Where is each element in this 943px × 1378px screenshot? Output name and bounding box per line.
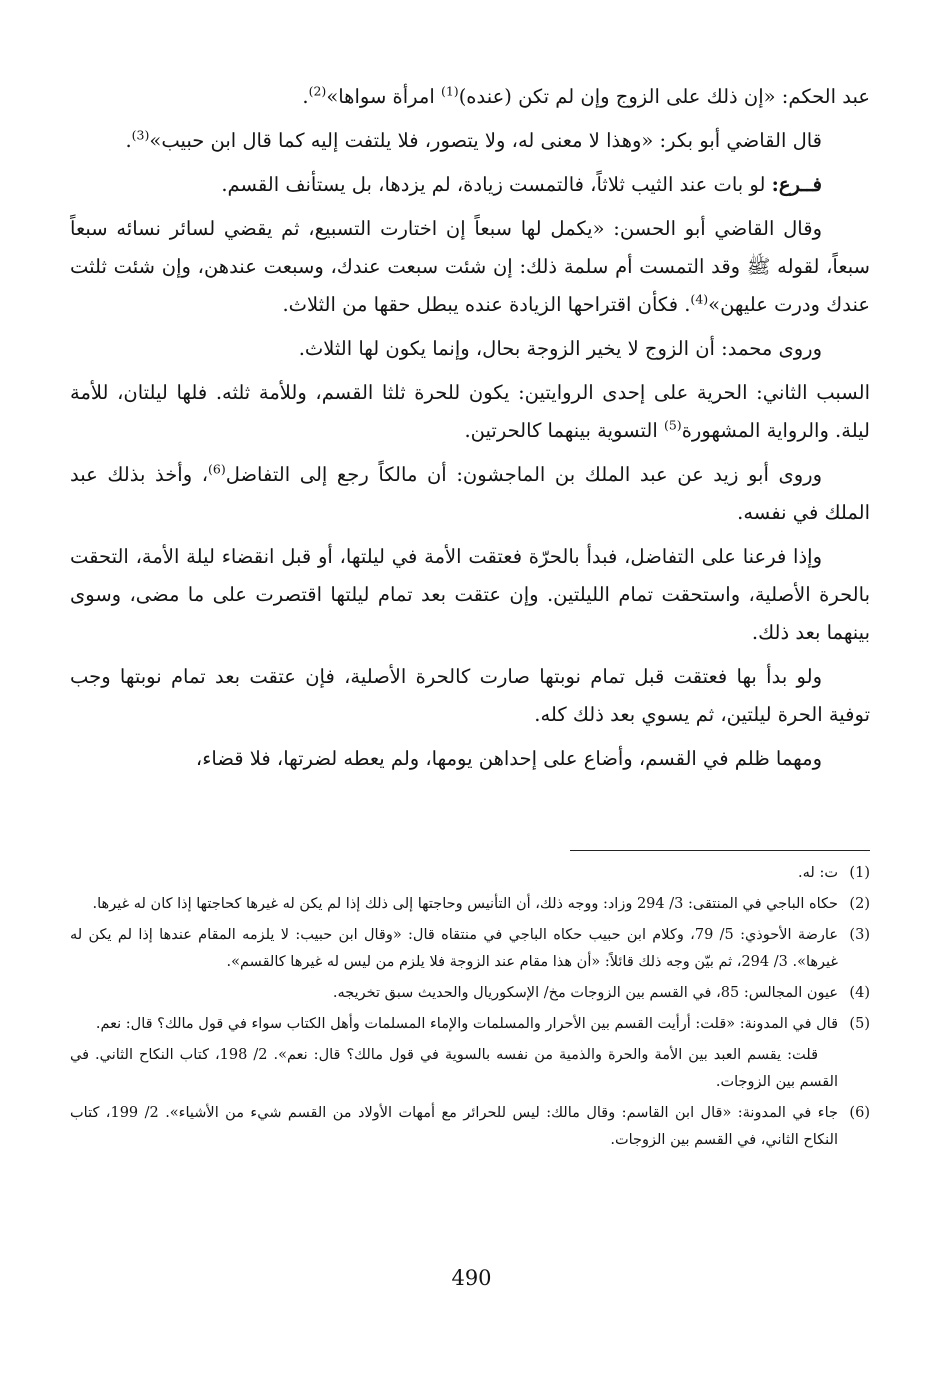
footnote-text: عارضة الأحوذي: 5/ 79، وكلام ابن حبيب حكاه الباجي في منتقاه قال: «وقال ابن حبيب: لا يلزمه المقام عندها إذا لم يكن له غيرها». 3/ 294، ثم بيّن وجه ذلك قائلاً: «أن هذا مقام عند الزوجة فلا يلزم من ليس له غيرها كالقسم». xyxy=(70,927,839,970)
paragraph-2-text: قال القاضي أبو بكر: «وهذا لا معنى له، ولا يتصور، فلا يلتفت إليه كما قال ابن حبيب» xyxy=(149,129,822,152)
footnote-number: (2) xyxy=(849,896,870,912)
paragraph-10 xyxy=(70,740,870,778)
branch-label: فــرع: xyxy=(771,173,822,196)
paragraph-7-text: وروى أبو زيد عن عبد الملك بن الماجشون: أن مالكاً رجع إلى التفاضل xyxy=(225,463,822,486)
paragraph-10-text: ومهما ظلم في القسم، وأضاع على إحداهن يومها، ولم يعطه لضرتها، فلا قضاء، xyxy=(195,747,822,770)
footnote-5 xyxy=(70,1011,870,1038)
footnote-text: حكاه الباجي في المنتقى: 3/ 294 وزاد: ووجه ذلك، أن التأنيس وحاجتها إلى ذلك إذا لم يكن له غيرها كحاجتها إذا كان له غيرها. xyxy=(92,896,838,912)
footnote-text: ت: له. xyxy=(798,865,838,881)
paragraph-8 xyxy=(70,538,870,652)
paragraph-2 xyxy=(70,122,870,160)
paragraph-6-text: السبب الثاني: الحرية على إحدى الروايتين: يكون للحرة ثلثا القسم، وللأمة ثلثه. فلها ليلتان، للأمة ليلة. والرواية المشهورة xyxy=(70,381,870,442)
paragraph-1-end: . xyxy=(302,85,309,108)
footnote-4 xyxy=(70,980,870,1007)
paragraph-5-text: وروى محمد: أن الزوج لا يخير الزوجة بحال، وإنما يكون لها الثلاث. xyxy=(298,337,822,360)
footnote-divider xyxy=(570,850,870,851)
paragraph-6-end: التسوية بينهما كالحرتين. xyxy=(464,419,664,442)
paragraph-1-text-cont: امرأة سواها» xyxy=(326,85,441,108)
footnote-ref-6[interactable]: (6) xyxy=(208,461,226,477)
footnote-5-continued xyxy=(70,1042,870,1096)
footnote-6 xyxy=(70,1100,870,1154)
footnote-number: (1) xyxy=(849,865,870,881)
main-text xyxy=(70,78,870,784)
paragraph-5 xyxy=(70,330,870,368)
paragraph-7-end: ، وأخذ بذلك عبد الملك في نفسه. xyxy=(70,463,870,524)
footnote-ref-4[interactable]: (4) xyxy=(690,291,709,307)
paragraph-2-end: . xyxy=(125,129,132,152)
footnote-ref-5[interactable]: (5) xyxy=(663,417,682,433)
paragraph-9-text: ولو بدأ بها فعتقت قبل تمام نوبتها صارت كالحرة الأصلية، فإن عتقت بعد تمام نوبتها وجب توفية الحرة ليلتين، ثم يسوي بعد ذلك كله. xyxy=(70,665,870,726)
paragraph-6 xyxy=(70,374,870,450)
paragraph-3-text: لو بات عند الثيب ثلاثاً، فالتمست زيادة، لم يزدها، بل يستأنف القسم. xyxy=(221,173,772,196)
paragraph-4-end: . فكأن اقتراحها الزيادة عنده يبطل حقها من الثلاث. xyxy=(282,293,691,316)
paragraph-9 xyxy=(70,658,870,734)
footnote-ref-3[interactable]: (3) xyxy=(131,127,150,143)
paragraph-7 xyxy=(70,456,870,532)
paragraph-4-text: وقال القاضي أبو الحسن: «يكمل لها سبعاً إن اختارت التسبيع، ثم يقضي لسائر نسائه سبعاً سبعاً، لقوله ﷺ وقد التمست أم سلمة ذلك: إن شئت سبعت عندك، وسبعت عندهن، وإن شئت ثلثت عندك ودرت عليهن» xyxy=(70,217,870,316)
footnote-ref-2[interactable]: (2) xyxy=(308,83,327,99)
paragraph-1 xyxy=(70,78,870,116)
footnote-number: (6) xyxy=(849,1105,870,1121)
footnote-3 xyxy=(70,922,870,976)
paragraph-3 xyxy=(70,166,870,204)
footnotes xyxy=(70,860,870,1158)
paragraph-1-text: عبد الحكم: «إن ذلك على الزوج وإن لم تكن (عنده) xyxy=(458,85,870,108)
footnote-number: (5) xyxy=(849,1016,870,1032)
footnote-2 xyxy=(70,891,870,918)
page-number: 490 xyxy=(451,1266,492,1290)
footnote-1 xyxy=(70,860,870,887)
footnote-ref-1[interactable]: (1) xyxy=(440,83,459,99)
footnote-number: (4) xyxy=(849,985,870,1001)
footnote-text: جاء في المدونة: «قال ابن القاسم: وقال مالك: ليس للحرائر مع أمهات الأولاد من القسم شيء من الأشياء». 2/ 199، كتاب النكاح الثاني، في القسم بين الزوجات. xyxy=(70,1105,839,1148)
paragraph-8-text: وإذا فرعنا على التفاضل، فبدأ بالحرّة فعتقت الأمة في ليلتها، أو قبل انقضاء ليلة الأمة، التحقت بالحرة الأصلية، واستحقت تمام الليلتين. وإن عتقت بعد تمام ليلتها اقتصرت على ما مضى، وسوى بينهما بعد ذلك. xyxy=(70,545,870,644)
footnote-text: قلت: يقسم العبد بين الأمة والحرة والذمية من نفسه بالسوية في قول مالك؟ قال: نعم». 2/ 198، كتاب النكاح الثاني. في القسم بين الزوجات. xyxy=(70,1047,838,1090)
footnote-text: قال في المدونة: «قلت: أرأيت القسم بين الأحرار والمسلمات والإماء المسلمات وأهل الكتاب سواء في قول مالك؟ قال: نعم. xyxy=(95,1016,838,1032)
footnote-number: (3) xyxy=(849,927,870,943)
paragraph-4 xyxy=(70,210,870,324)
footnote-text: عيون المجالس: 85، في القسم بين الزوجات مخ/ الإسكوريال والحديث سبق تخريجه. xyxy=(332,985,838,1001)
